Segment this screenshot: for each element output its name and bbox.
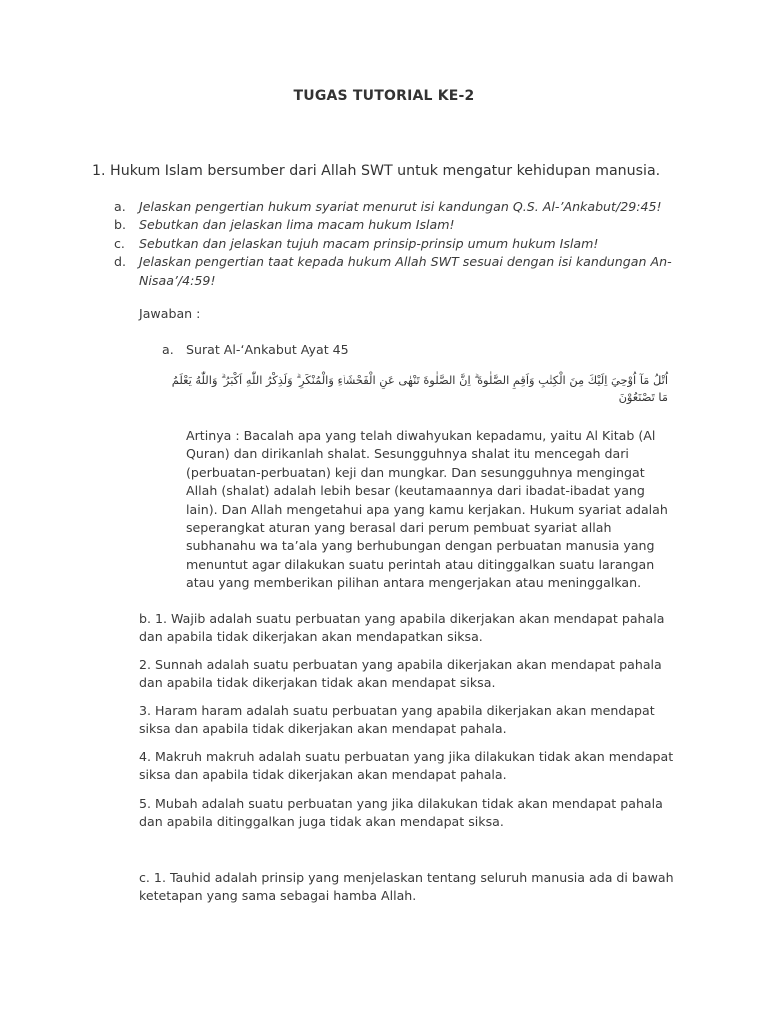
answer-b-item-3: 3. Haram haram adalah suatu perbuatan yang apabila dikerjakan akan mendapat siksa dan apabila tidak dikerjakan akan mendapat pahala.: [139, 703, 655, 737]
answer-b-item-2: 2. Sunnah adalah suatu perbuatan yang apabila dikerjakan akan mendapat pahala dan apabila tidak dikerjakan tidak akan mendapat siksa.: [139, 657, 662, 691]
subquestion-d: [114, 253, 694, 290]
document-title: TUGAS TUTORIAL KE-2: [293, 88, 475, 104]
translation-paragraph: Artinya : Bacalah apa yang telah diwahyukan kepadamu, yaitu Al Kitab (Al Quran) dan dirikanlah shalat. Sesungguhnya shalat itu mencegah dari (perbuatan-perbuatan) keji dan mungkar. Dan sesungguhnya mengingat Allah (shalat) adalah lebih besar (keutamaannya dari ibadat-ibadat yang lain). Dan Allah mengetahui apa yang kamu kerjakan. Hukum syariat adalah seperangkat aturan yang berasal dari perum pembuat syariat allah subhanahu wa ta’ala yang berhubungan dengan perbuatan manusia yang menuntut agar dilakukan suatu perintah atau ditinggalkan suatu larangan atau yang memberikan pilihan antara mengerjakan atau meninggalkan.: [186, 428, 668, 591]
subquestion-c: [114, 235, 694, 253]
subquestion-letter: a.: [114, 199, 126, 214]
jawaban-label: Jawaban :: [139, 306, 201, 321]
subquestion-a: [114, 198, 694, 216]
answer-b-item-1: b. 1. Wajib adalah suatu perbuatan yang apabila dikerjakan akan mendapat pahala dan apabila tidak dikerjakan akan mendapatkan siksa.: [139, 611, 665, 645]
subquestion-text: Sebutkan dan jelaskan lima macam hukum Islam!: [139, 217, 455, 233]
subquestion-b: [114, 216, 694, 234]
subquestion-letter: b.: [114, 217, 126, 233]
subquestion-text: Jelaskan pengertian taat kepada hukum Allah SWT sesuai dengan isi kandungan An-Nisaa’/4:59!: [139, 254, 672, 288]
subquestion-letter: d.: [114, 254, 126, 270]
answer-a-letter: a.: [162, 342, 174, 357]
answer-c-item-1: c. 1. Tauhid adalah prinsip yang menjelaskan tentang seluruh manusia ada di bawah ketetapan yang sama sebagai hamba Allah.: [139, 870, 674, 904]
subquestion-text: Sebutkan dan jelaskan tujuh macam prinsip-prinsip umum hukum Islam!: [139, 235, 599, 251]
answer-a: [162, 342, 349, 357]
answer-b-item-5: 5. Mubah adalah suatu perbuatan yang jika dilakukan tidak akan mendapat pahala dan apabila ditinggalkan juga tidak akan mendapat siksa.: [139, 796, 663, 830]
answer-b-item-4: 4. Makruh makruh adalah suatu perbuatan yang jika dilakukan tidak akan mendapat siksa dan apabila tidak dikerjakan akan mendapat pahala.: [139, 749, 674, 783]
subquestion-letter: c.: [114, 235, 125, 251]
question-1: 1. Hukum Islam bersumber dari Allah SWT untuk mengatur kehidupan manusia.: [92, 163, 661, 179]
answer-a-text: Surat Al-‘Ankabut Ayat 45: [186, 342, 349, 357]
arabic-verse: اُتْلُ مَآ اُوْحِيَ اِلَيْكَ مِنَ الْكِتٰبِ وَاَقِمِ الصَّلٰوةَ ۗ اِنَّ الصَّلٰوةَ تَنْهٰى عَنِ الْفَحْشَاۤءِ وَالْمُنْكَرِ ۗ وَلَذِكْرُ اللّٰهِ اَكْبَرُ ۗ وَاللّٰهُ يَعْلَمُ مَا تَصْنَعُوْنَ: [171, 373, 668, 404]
subquestion-list: [114, 198, 694, 290]
subquestion-text: Jelaskan pengertian hukum syariat menurut isi kandungan Q.S. Al-’Ankabut/29:45!: [139, 199, 662, 214]
